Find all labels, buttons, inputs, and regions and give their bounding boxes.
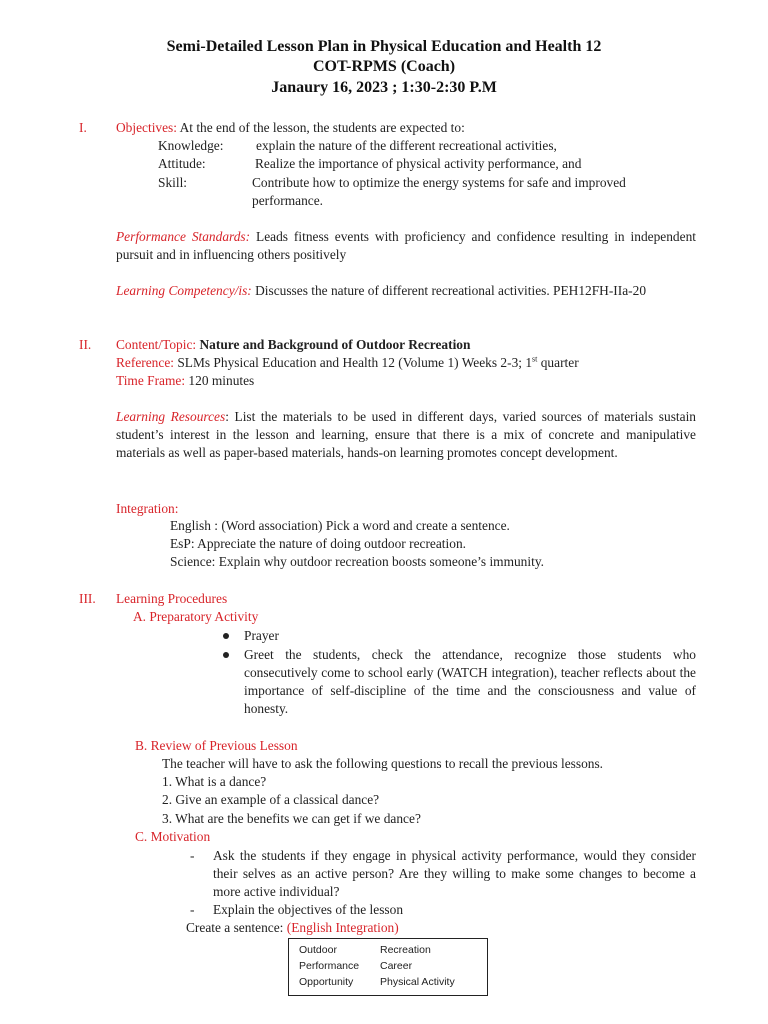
bullet-greet: Greet the students, check the attendance, recognize those students who consecutively come to school early (WATCH integration), teacher reflects about the importance of self-discipline of the time and the consciousness and value of honesty.: [244, 647, 696, 716]
objective-text-attitude: Realize the importance of physical activity performance, and: [255, 156, 582, 171]
create-tag: (English Integration): [286, 920, 399, 935]
doc-title: Semi-Detailed Lesson Plan in Physical Education and Health 12: [166, 38, 602, 55]
objective-key-attitude: Attitude:: [158, 156, 206, 171]
procedures-label: Learning Procedures: [116, 591, 228, 606]
review-intro: The teacher will have to ask the following questions to recall the previous lessons.: [162, 756, 604, 771]
objective-key-knowledge: Knowledge:: [158, 138, 224, 153]
section-numeral-3: III.: [79, 591, 96, 606]
doc-date: Janaury 16, 2023 ; 1:30-2:30 P.M: [271, 79, 497, 96]
integration-esp: EsP: Appreciate the nature of doing outdoor recreation.: [170, 536, 466, 551]
word-cell: Career: [380, 960, 413, 972]
resources-text: : List the materials to be used in different days, varied sources of materials sustain student’s interest in the lesson and learning, ensure that there is a mix of concrete and manipulative materials as well as paper-based materials, hands-on learning promotes concept development.: [116, 409, 696, 460]
word-cell: Outdoor: [299, 944, 337, 956]
competency-label: Learning Competency/is:: [116, 283, 252, 298]
bullet-prayer: Prayer: [244, 628, 279, 643]
performance-text: Leads fitness events with proficiency and confidence resulting in independent pursuit and in influencing others positively: [116, 229, 696, 262]
review-question-3: 3. What are the benefits we can get if we dance?: [162, 811, 421, 826]
dash-icon: -: [190, 902, 195, 917]
word-cell: Opportunity: [299, 976, 354, 988]
integration-english: English : (Word association) Pick a word and create a sentence.: [170, 518, 510, 533]
motivation-heading: C. Motivation: [135, 829, 211, 844]
doc-subtitle: COT-RPMS (Coach): [312, 58, 456, 75]
section-numeral-2: II.: [79, 337, 92, 352]
review-heading: B. Review of Previous Lesson: [135, 738, 298, 753]
content-topic-line: [116, 336, 470, 354]
competency-text: Discusses the nature of different recreational activities. PEH12FH-IIa-20: [251, 283, 647, 298]
learning-resources: [116, 408, 696, 462]
word-cell: Performance: [299, 960, 360, 972]
time-value: 120 minutes: [185, 373, 255, 388]
preparatory-activity-heading: A. Preparatory Activity: [133, 609, 259, 624]
reference-value: SLMs Physical Education and Health 12 (Volume 1) Weeks 2-3; 1: [173, 355, 533, 370]
create-prefix: Create a sentence:: [186, 920, 287, 935]
learning-competency: [116, 282, 696, 300]
topic-value: Nature and Background of Outdoor Recreation: [199, 337, 471, 352]
objectives-label: Objectives:: [116, 120, 177, 135]
reference-line: [116, 354, 579, 372]
dash-icon: -: [190, 848, 195, 863]
review-question-2: 2. Give an example of a classical dance?: [162, 792, 380, 807]
performance-standards: [116, 228, 696, 264]
reference-tail: quarter: [537, 355, 579, 370]
section-numeral-1: I.: [79, 120, 87, 135]
performance-label: Performance Standards:: [116, 229, 251, 244]
objectives-line: [116, 119, 465, 137]
objective-text-knowledge: explain the nature of the different recreational activities,: [256, 138, 557, 153]
motivation-item-2: Explain the objectives of the lesson: [213, 902, 404, 917]
objectives-intro: At the end of the lesson, the students are expected to:: [176, 120, 465, 135]
time-label: Time Frame:: [116, 373, 186, 388]
integration-label: Integration:: [116, 501, 179, 516]
word-box: [288, 938, 488, 996]
resources-label: Learning Resources: [116, 409, 226, 424]
word-cell: Recreation: [380, 944, 431, 956]
word-cell: Physical Activity: [380, 976, 455, 988]
objective-key-skill: Skill:: [158, 175, 188, 190]
reference-sup: st: [532, 354, 538, 364]
review-question-1: 1. What is a dance?: [162, 774, 267, 789]
motivation-item-1: Ask the students if they engage in physical activity performance, would they consider their selves as an active person? Are they willing to make some changes to become a more active individual?: [213, 848, 696, 899]
reference-label: Reference:: [116, 355, 174, 370]
objective-text-skill-cont: performance.: [252, 193, 324, 208]
time-frame-line: [116, 372, 254, 390]
integration-science: Science: Explain why outdoor recreation boosts someone’s immunity.: [170, 554, 544, 569]
create-sentence-line: [186, 919, 399, 937]
bullet-icon: [223, 652, 229, 658]
bullet-icon: [223, 633, 229, 639]
objective-text-skill: Contribute how to optimize the energy systems for safe and improved: [252, 175, 626, 190]
topic-label: Content/Topic:: [116, 337, 197, 352]
